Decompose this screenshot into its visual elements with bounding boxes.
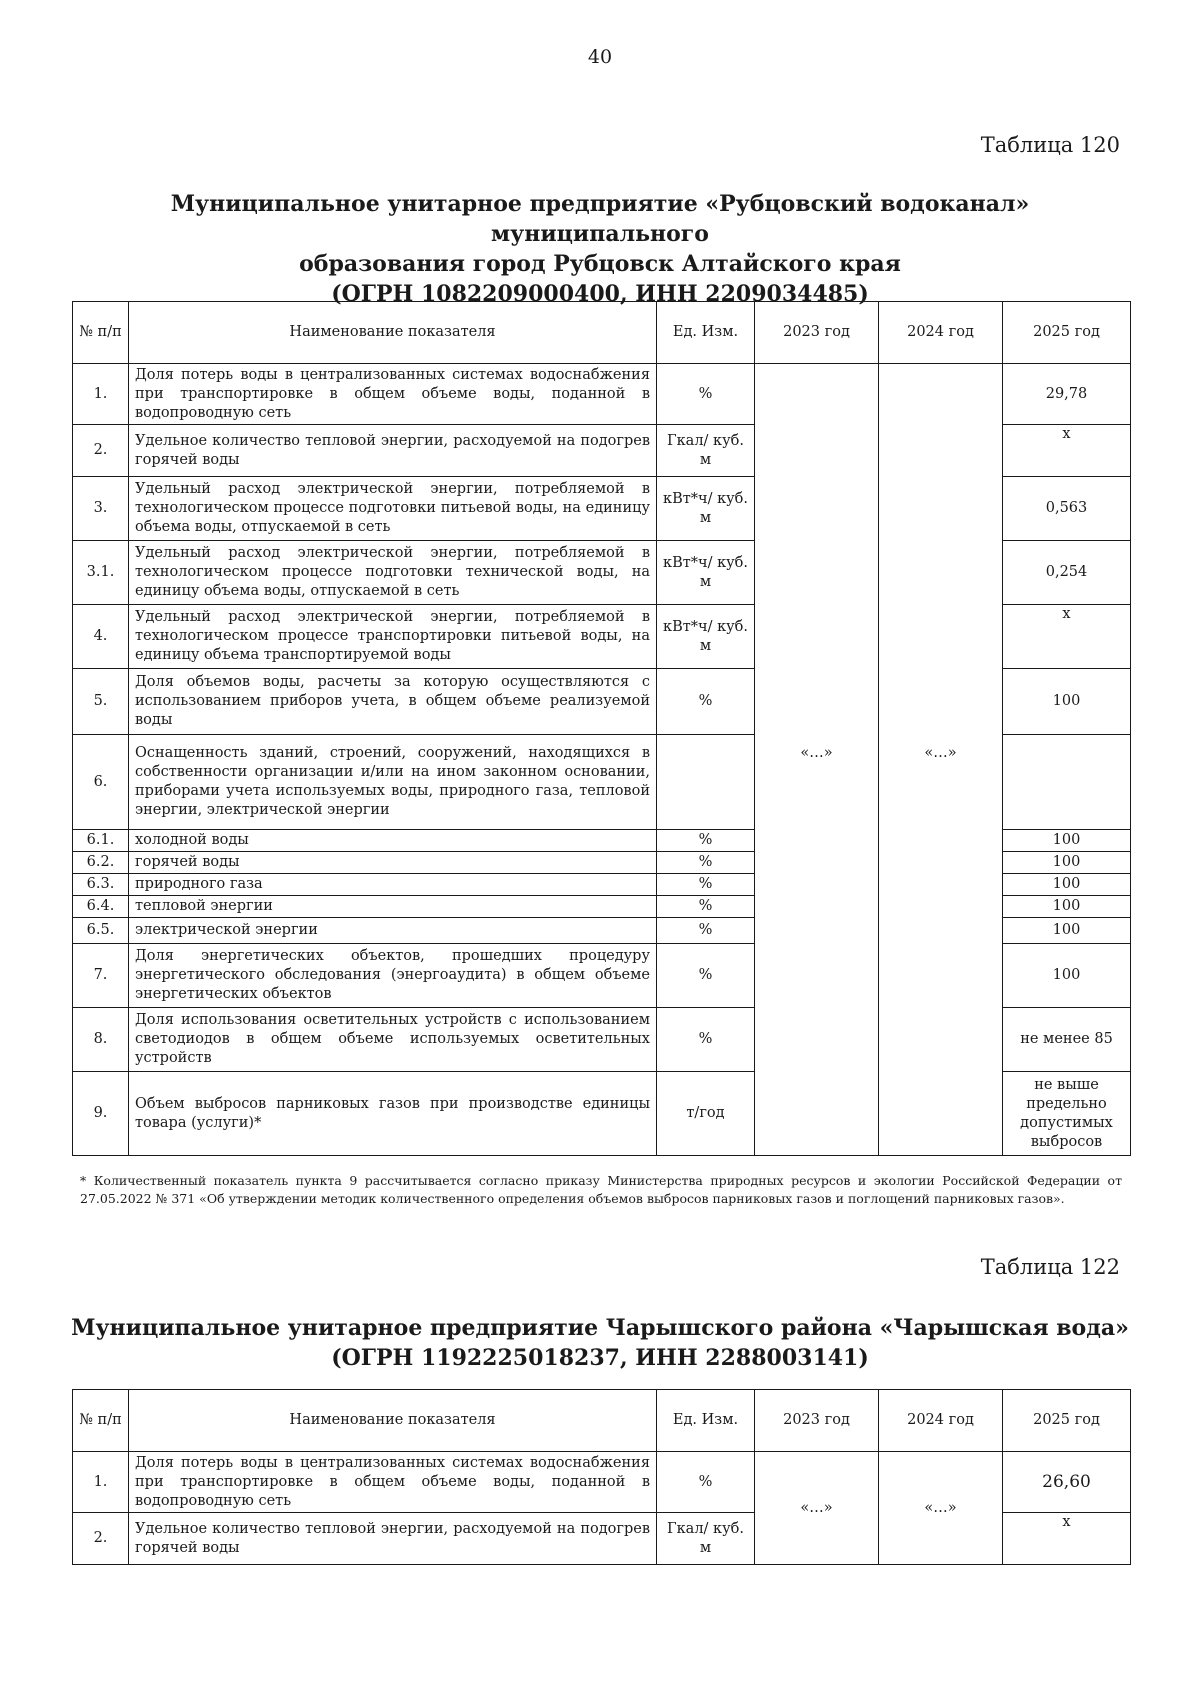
ellipsis-2023: «…»: [800, 1499, 833, 1516]
header-unit: Ед. Изм.: [657, 1390, 755, 1452]
row-num: 8.: [73, 1008, 129, 1072]
row-num: 1.: [73, 364, 129, 425]
header-2023: 2023 год: [755, 302, 879, 364]
row-unit: кВт*ч/ куб. м: [657, 605, 755, 669]
row-num: 6.3.: [73, 874, 129, 896]
row-unit: %: [657, 896, 755, 918]
table-row: [73, 1452, 1131, 1513]
header-2023: 2023 год: [755, 1390, 879, 1452]
row-num: 6.2.: [73, 852, 129, 874]
row-num: 4.: [73, 605, 129, 669]
row-name: Удельный расход электрической энергии, потребляемой в технологическом процессе транспортировки питьевой воды, на единицу объема транспортируемой воды: [129, 605, 657, 669]
row-unit: %: [657, 918, 755, 944]
row-unit: %: [657, 669, 755, 735]
row-num: 3.: [73, 477, 129, 541]
row-num: 6.5.: [73, 918, 129, 944]
table-header-row: [73, 302, 1131, 364]
header-name: Наименование показателя: [129, 302, 657, 364]
row-value-2025: 0,563: [1003, 477, 1131, 541]
row-name: холодной воды: [129, 830, 657, 852]
row-name: горячей воды: [129, 852, 657, 874]
row-value-2025: 100: [1003, 896, 1131, 918]
row-unit: Гкал/ куб. м: [657, 1513, 755, 1565]
row-value-2025: 100: [1003, 669, 1131, 735]
row-value-2025: 100: [1003, 874, 1131, 896]
row-num: 3.1.: [73, 541, 129, 605]
ellipsis-2023: «…»: [800, 745, 833, 761]
row-name: Удельное количество тепловой энергии, расходуемой на подогрев горячей воды: [129, 1513, 657, 1565]
merged-2024-cell: [879, 364, 1003, 1156]
heading-line: (ОГРН 1192225018237, ИНН 2288003141): [331, 1345, 869, 1371]
merged-2024-cell: [879, 1452, 1003, 1565]
row-name: электрической энергии: [129, 918, 657, 944]
row-value-2025: не выше предельно допустимых выбросов: [1003, 1072, 1131, 1156]
row-name: природного газа: [129, 874, 657, 896]
heading-line: Муниципальное унитарное предприятие «Рубцовский водоканал» муниципального: [170, 191, 1030, 247]
row-num: 9.: [73, 1072, 129, 1156]
header-2024: 2024 год: [879, 1390, 1003, 1452]
row-value-2025: 29,78: [1003, 364, 1131, 425]
row-num: 2.: [73, 425, 129, 477]
ellipsis-2024: «…»: [924, 1499, 957, 1516]
header-num: № п/п: [73, 1390, 129, 1452]
header-2024: 2024 год: [879, 302, 1003, 364]
row-name: Доля потерь воды в централизованных системах водоснабжения при транспортировке в общем объеме воды, поданной в водопроводную сеть: [129, 1452, 657, 1513]
row-name: Доля энергетических объектов, прошедших процедуру энергетического обследования (энергоаудита) в общем объеме энергетических объектов: [129, 944, 657, 1008]
row-unit: т/год: [657, 1072, 755, 1156]
row-num: 2.: [73, 1513, 129, 1565]
header-name: Наименование показателя: [129, 1390, 657, 1452]
row-num: 1.: [73, 1452, 129, 1513]
row-unit: кВт*ч/ куб. м: [657, 477, 755, 541]
heading-line: образования город Рубцовск Алтайского края: [299, 251, 901, 277]
row-name: тепловой энергии: [129, 896, 657, 918]
row-value-2025: 100: [1003, 830, 1131, 852]
footnote: * Количественный показатель пункта 9 рассчитывается согласно приказу Министерства природных ресурсов и экологии Российской Федерации от 27.05.2022 № 371 «Об утверждении методик количественного определения объемов выбросов парниковых газов и поглощений парниковых газов».: [80, 1173, 1122, 1206]
heading-line: (ОГРН 1082209000400, ИНН 2209034485): [331, 281, 869, 307]
row-value-2025: [1003, 735, 1131, 830]
row-value-2025: 100: [1003, 852, 1131, 874]
row-name: Объем выбросов парниковых газов при производстве единицы товара (услуги)*: [129, 1072, 657, 1156]
table-122-heading: [70, 1313, 1130, 1373]
row-name: Удельный расход электрической энергии, потребляемой в технологическом процессе подготовки технической воды, на единицу объема воды, отпускаемой в сеть: [129, 541, 657, 605]
row-unit: %: [657, 852, 755, 874]
merged-2023-cell: [755, 1452, 879, 1565]
heading-line: Муниципальное унитарное предприятие Чарышского района «Чарышская вода»: [71, 1315, 1129, 1341]
row-value-2025: не менее 85: [1003, 1008, 1131, 1072]
row-value-2025: 26,60: [1003, 1452, 1131, 1513]
row-unit: %: [657, 1008, 755, 1072]
header-2025: 2025 год: [1003, 302, 1131, 364]
row-value-2025: 100: [1003, 944, 1131, 1008]
row-value-2025: 100: [1003, 918, 1131, 944]
row-unit: %: [657, 364, 755, 425]
row-num: 7.: [73, 944, 129, 1008]
row-name: Удельный расход электрической энергии, потребляемой в технологическом процессе подготовки питьевой воды, на единицу объема воды, отпускаемой в сеть: [129, 477, 657, 541]
row-num: 6.4.: [73, 896, 129, 918]
row-value-2025: 0,254: [1003, 541, 1131, 605]
table-122-label: Таблица 122: [980, 1255, 1120, 1279]
header-2025: 2025 год: [1003, 1390, 1131, 1452]
table-120-heading: [70, 189, 1130, 309]
row-name: Доля использования осветительных устройств с использованием светодиодов в общем объеме используемых осветительных устройств: [129, 1008, 657, 1072]
row-unit: %: [657, 874, 755, 896]
table-header-row: [73, 1390, 1131, 1452]
row-unit: кВт*ч/ куб. м: [657, 541, 755, 605]
row-value-2025: х: [1003, 1513, 1131, 1565]
table-120-label: Таблица 120: [980, 133, 1120, 157]
row-name: Доля потерь воды в централизованных системах водоснабжения при транспортировке в общем объеме воды, поданной в водопроводную сеть: [129, 364, 657, 425]
indicators-table-120: [72, 301, 1131, 1156]
row-unit: %: [657, 1452, 755, 1513]
header-unit: Ед. Изм.: [657, 302, 755, 364]
row-unit: %: [657, 830, 755, 852]
row-unit: %: [657, 944, 755, 1008]
header-num: № п/п: [73, 302, 129, 364]
row-value-2025: х: [1003, 605, 1131, 669]
indicators-table-122: [72, 1389, 1131, 1565]
table-row: [73, 364, 1131, 425]
row-name: Доля объемов воды, расчеты за которую осуществляются с использованием приборов учета, в общем объеме реализуемой воды: [129, 669, 657, 735]
row-name: Удельное количество тепловой энергии, расходуемой на подогрев горячей воды: [129, 425, 657, 477]
row-unit: [657, 735, 755, 830]
row-value-2025: х: [1003, 425, 1131, 477]
row-unit: Гкал/ куб. м: [657, 425, 755, 477]
row-num: 6.: [73, 735, 129, 830]
ellipsis-2024: «…»: [924, 745, 957, 761]
page-number: 40: [587, 46, 613, 68]
row-num: 6.1.: [73, 830, 129, 852]
merged-2023-cell: [755, 364, 879, 1156]
row-num: 5.: [73, 669, 129, 735]
row-name: Оснащенность зданий, строений, сооружений, находящихся в собственности организации и/или на ином законном основании, приборами учета используемых воды, природного газа, тепловой энергии, электрической энергии: [129, 735, 657, 830]
